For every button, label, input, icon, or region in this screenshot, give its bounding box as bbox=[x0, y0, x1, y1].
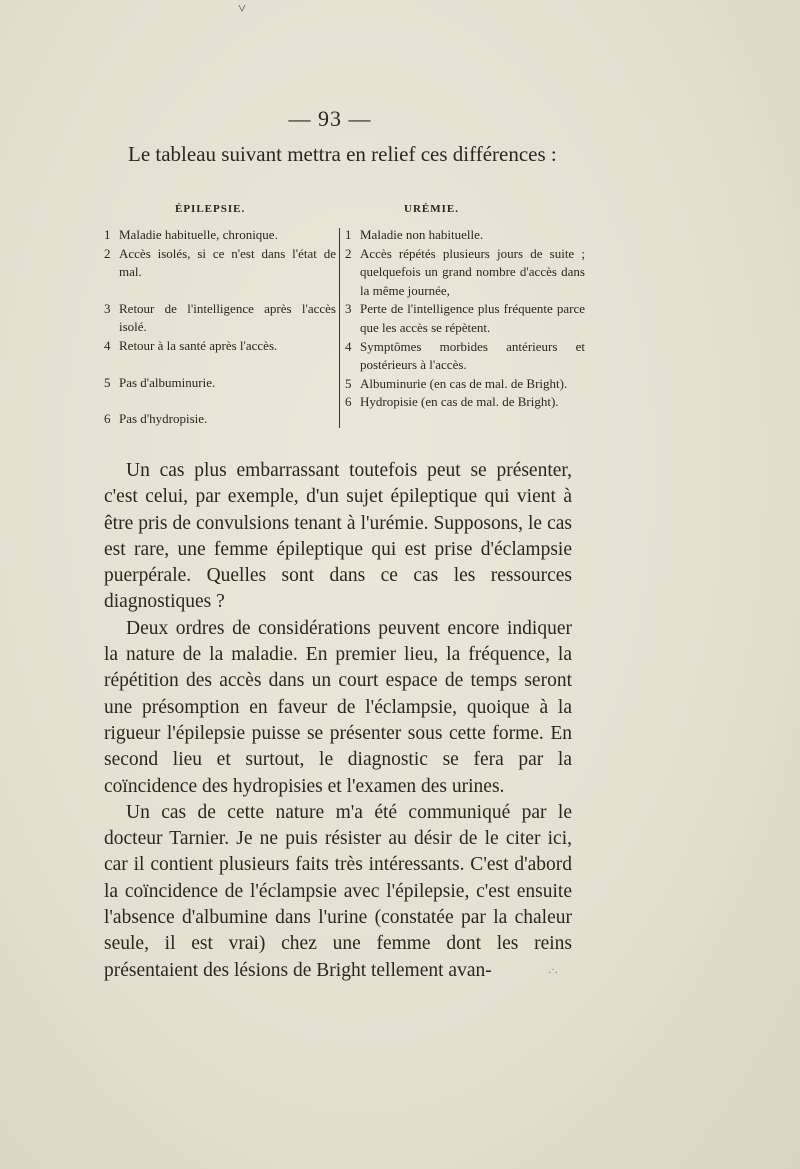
page-number: — 93 — bbox=[288, 106, 372, 131]
item-number: 3 bbox=[345, 301, 352, 317]
ink-mark: ˅ bbox=[238, 2, 246, 17]
paragraph: Deux ordres de considérations peuvent encore indiquer la nature de la maladie. En premier lieu, la fréquence, la répétition des accès dans un court espace de temps seront une présomption en faveur de l'éclampsie, quoique à la rigueur l'épilepsie puisse se présenter sous cette forme. En second lieu et surtout, le diagnostic se fera par la coïncidence des hydropisies et l'examen des urines. bbox=[104, 617, 572, 797]
table-item bbox=[345, 245, 585, 301]
epilepsie-column bbox=[104, 226, 336, 429]
table-item bbox=[104, 245, 336, 282]
item-number: 2 bbox=[345, 245, 352, 261]
table-item bbox=[345, 338, 585, 375]
item-text: Maladie non habituelle. bbox=[360, 227, 484, 242]
item-text: Albuminurie (en cas de mal. de Bright). bbox=[360, 375, 568, 391]
table-header-epilepsie: ÉPILEPSIE. bbox=[175, 203, 246, 215]
item-number: 2 bbox=[104, 245, 111, 261]
item-number: 4 bbox=[345, 338, 352, 354]
item-text: Retour de l'intelligence après l'accès isolé. bbox=[119, 300, 336, 335]
table-header-uremie: URÉMIE. bbox=[404, 203, 459, 215]
table-divider bbox=[339, 228, 340, 428]
item-number: 5 bbox=[104, 374, 111, 390]
item-text: Hydropisie (en cas de mal. de Bright). bbox=[360, 394, 559, 410]
table-item bbox=[104, 300, 336, 337]
item-text: Accès répétés plusieurs jours de suite ; quelquefois un grand nombre d'accès dans la même journée, bbox=[360, 245, 585, 298]
item-text: Pas d'albuminurie. bbox=[119, 374, 216, 390]
item-text: Accès isolés, si ce n'est dans l'état de mal. bbox=[119, 245, 336, 280]
table-item bbox=[104, 337, 336, 356]
item-number: 4 bbox=[104, 337, 111, 353]
intro-sentence: Le tableau suivant mettra en relief ces différences : bbox=[128, 142, 557, 166]
item-number: 1 bbox=[345, 227, 352, 242]
paper-speckle: ·˙· bbox=[548, 968, 558, 979]
item-number: 3 bbox=[104, 300, 111, 316]
table-item bbox=[104, 374, 336, 393]
item-text: Perte de l'intelligence plus fréquente parce que les accès se répètent. bbox=[360, 301, 585, 335]
paragraph: Un cas plus embarrassant toutefois peut se présenter, c'est celui, par exemple, d'un sujet épileptique qui vient à être pris de convulsions tenant à l'urémie. Supposons, le cas est rare, une femme épileptique qui est prise d'éclampsie puerpérale. Quelles sont dans ce cas les ressources diagnostiques ? bbox=[104, 460, 572, 613]
item-number: 1 bbox=[104, 227, 111, 242]
paragraph: Un cas de cette nature m'a été communiqué par le docteur Tarnier. Je ne puis résister au désir de le citer ici, car il contient plusieurs faits très intéressants. C'est d'abord la coïncidence de l'éclampsie avec l'épilepsie, c'est ensuite l'absence d'albumine dans l'urine (constatée par la chaleur seule, il est vrai) chez une femme dont les reins présentaient des lésions de Bright tellement avan- bbox=[104, 801, 572, 981]
table-item bbox=[104, 226, 336, 245]
table-item bbox=[104, 410, 336, 429]
item-number: 6 bbox=[345, 394, 352, 410]
table-item bbox=[345, 300, 585, 337]
item-text: Retour à la santé après l'accès. bbox=[119, 337, 278, 353]
table-item bbox=[345, 393, 585, 412]
uremie-column bbox=[345, 226, 585, 412]
item-text: Symptômes morbides antérieurs et postérieurs à l'accès. bbox=[360, 338, 585, 373]
item-number: 6 bbox=[104, 411, 111, 427]
item-text: Maladie habituelle, chronique. bbox=[119, 227, 278, 242]
item-text: Pas d'hydropisie. bbox=[119, 411, 208, 427]
item-number: 5 bbox=[345, 375, 352, 391]
table-item bbox=[345, 375, 585, 394]
table-item bbox=[345, 226, 585, 245]
body-text bbox=[104, 458, 572, 984]
